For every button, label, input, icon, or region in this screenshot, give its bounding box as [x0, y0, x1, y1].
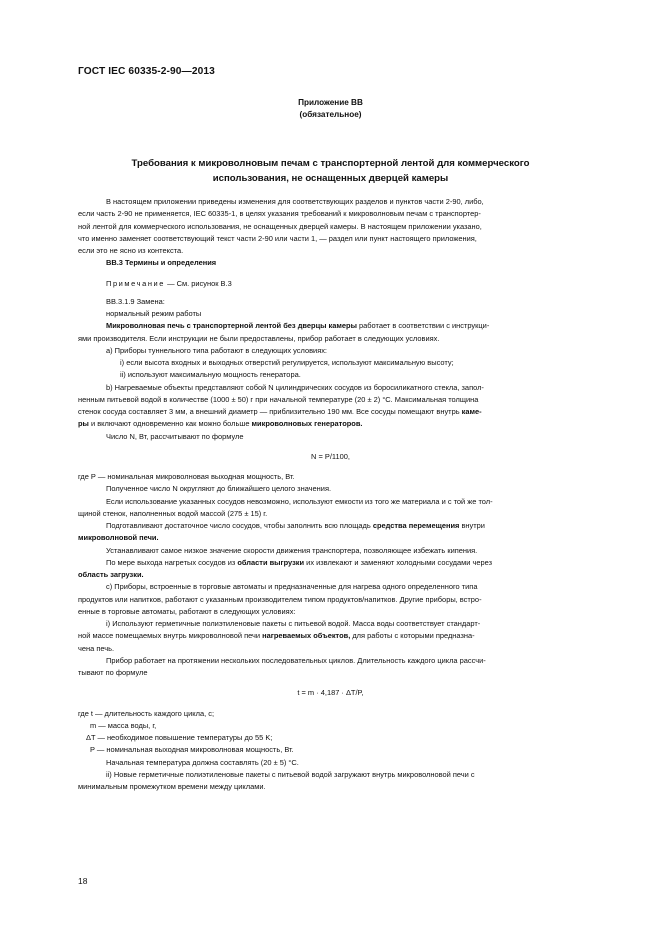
vessels-line: Если использование указанных сосудов невозможно, используют емкости из того же материала и с той же тол-	[106, 496, 493, 506]
clause-term: нормальный режим работы	[106, 309, 202, 318]
annex-status: (обязательное)	[299, 110, 362, 119]
prepare-line	[78, 520, 583, 532]
note-label: Примечание	[106, 278, 166, 288]
intro-line: ной лентой для коммерческого использования, не оснащенных дверцей камеры. В настоящем приложении указано,	[78, 221, 482, 231]
where-p2: P — номинальная выходная микроволновая мощность, Вт.	[90, 745, 294, 755]
annex-title: Приложение ВВ	[298, 98, 363, 107]
item-c-term: нагреваемых объектов,	[262, 631, 351, 641]
spacer	[78, 679, 583, 687]
intro-line: В настоящем приложении приведены изменения для соответствующих разделов и пунктов части 2-90, либо,	[106, 197, 484, 206]
document-body	[78, 196, 583, 793]
item-c-line: продуктов или напитков, работают с указанным производителем типом продуктов/напитков. Другие приборы, встро-	[78, 594, 482, 604]
item-a-ii: ii) используют максимальную мощность генератора.	[120, 370, 301, 380]
item-b-text: и включают одновременно как можно больше	[88, 419, 252, 429]
prepare-text: внутри	[459, 521, 485, 530]
exit-term: области выгрузки	[237, 557, 305, 567]
standard-header: ГОСТ IEC 60335-2-90—2013	[78, 66, 215, 77]
item-c-i-line: чена печь.	[78, 643, 115, 653]
item-c-line: с) Приборы, встроенные в торговые автоматы и предназначенные для нагрева одного определенного типа	[106, 582, 478, 592]
definition-line	[78, 320, 583, 332]
item-c-i-line	[78, 630, 583, 642]
formula-t: t = m · 4,187 · ΔT/P,	[297, 688, 364, 698]
prepare-line	[78, 532, 583, 544]
intro-line: что именно заменяет соответствующий текст части 2-90 или части 1, — раздел или пункт настоящего приложения,	[78, 233, 477, 243]
exit-term: область загрузки.	[78, 570, 144, 579]
speed-line: Устанавливают самое низкое значение скорости движения транспортера, позволяющее избежать кипения.	[106, 545, 478, 555]
item-b-term: микроволновых генераторов.	[251, 419, 363, 429]
exit-text: По мере выхода нагретых сосудов из	[106, 557, 238, 567]
formula-n: N = P/1100,	[311, 451, 350, 461]
item-c-line: енные в торговые автоматы, работают в следующих условиях:	[78, 606, 296, 616]
note	[78, 278, 583, 290]
document-title	[78, 156, 583, 186]
title-line-1: Требования к микроволновым печам с транспортерной лентой для коммерческого	[131, 158, 530, 169]
where-dt: ΔT — необходимое повышение температуры до 55 K;	[86, 733, 273, 742]
where-t: где t — длительность каждого цикла, с;	[78, 708, 215, 718]
clause-number: ВВ.3.1.9 Замена:	[106, 296, 165, 306]
vessels-line: щиной стенок, наполненных водой массой (275 ± 15) г.	[78, 508, 268, 518]
section-heading: ВВ.3 Термины и определения	[106, 258, 217, 268]
item-a-i: i) если высота входных и выходных отверстий регулируется, используют максимальную высоту;	[120, 358, 454, 367]
note-text: — См. рисунок В.3	[165, 278, 232, 288]
item-b-term: каме-	[461, 407, 482, 416]
item-b-line: ненным питьевой водой в количестве (1000 ± 50) г при начальной температуре (20 ± 2) °С. Максимальная толщина	[78, 394, 479, 404]
item-c-ii-line: минимальным промежутком времени между циклами.	[78, 782, 266, 791]
cycle-line: Прибор работает на протяжении нескольких последовательных циклов. Длительность каждого цикла рассчи-	[106, 655, 486, 665]
title-line-2: использования, не оснащенных дверцей камеры	[212, 173, 449, 184]
definition-term: Микроволновая печь с транспортерной лентой без дверцы камеры	[106, 321, 357, 331]
exit-text: их извлекают и заменяют холодными сосудами через	[304, 557, 493, 567]
exit-line	[78, 569, 583, 581]
exit-line	[78, 557, 583, 569]
item-b-text: стенок сосуда составляет 3 мм, а внешний диаметр — приблизительно 190 мм. Все сосуды помещают внутрь	[78, 407, 462, 416]
item-c-ii-line: ii) Новые герметичные полиэтиленовые пакеты с питьевой водой загружают внутрь микроволновой печи с	[106, 769, 475, 779]
prepare-term: микроволновой печи.	[78, 533, 159, 543]
number-formula-intro: Число N, Вт, рассчитывают по формуле	[106, 431, 244, 441]
item-c-text: ной массе помещаемых внутрь микроволновой печи	[78, 631, 263, 641]
definition-line: ями производителя. Если инструкции не были предоставлены, прибор работает в следующих условиях.	[78, 333, 440, 343]
item-a: а) Приборы туннельного типа работают в следующих условиях:	[106, 345, 328, 355]
spacer	[78, 700, 583, 708]
spacer	[78, 463, 583, 471]
rounding-note: Полученное число N округляют до ближайшего целого значения.	[106, 484, 332, 494]
intro-line: если это не ясно из контекста.	[78, 246, 184, 255]
start-temp: Начальная температура должна составлять (20 ± 5) °С.	[106, 757, 299, 767]
page-number: 18	[78, 876, 88, 886]
where-m: m — масса воды, г,	[90, 720, 157, 730]
where-p: где P — номинальная микроволновая выходная мощность, Вт.	[78, 472, 295, 481]
item-b-line: b) Нагреваемые объекты представляют собой N цилиндрических сосудов из боросиликатного стекла, запол-	[106, 382, 484, 392]
cycle-line: тывают по формуле	[78, 668, 148, 677]
spacer	[78, 270, 583, 278]
spacer	[78, 443, 583, 451]
prepare-text: Подготавливают достаточное число сосудов, чтобы заполнить всю площадь	[106, 521, 373, 530]
item-c-i-line: i) Используют герметичные полиэтиленовые пакеты с питьевой водой. Масса воды соответствует стандарт-	[106, 619, 481, 628]
definition-text: работает в соответствии с инструкци-	[356, 321, 490, 331]
item-b-line	[78, 418, 583, 430]
item-b-line	[78, 406, 583, 418]
item-b-term: ры	[78, 419, 89, 429]
prepare-term: средства перемещения	[372, 521, 460, 530]
intro-line: если часть 2-90 не применяется, IEC 60335-1, в целях указания требований к микроволновым печам с транспортер-	[78, 209, 481, 219]
item-c-text: для работы с которыми предназна-	[350, 631, 475, 641]
